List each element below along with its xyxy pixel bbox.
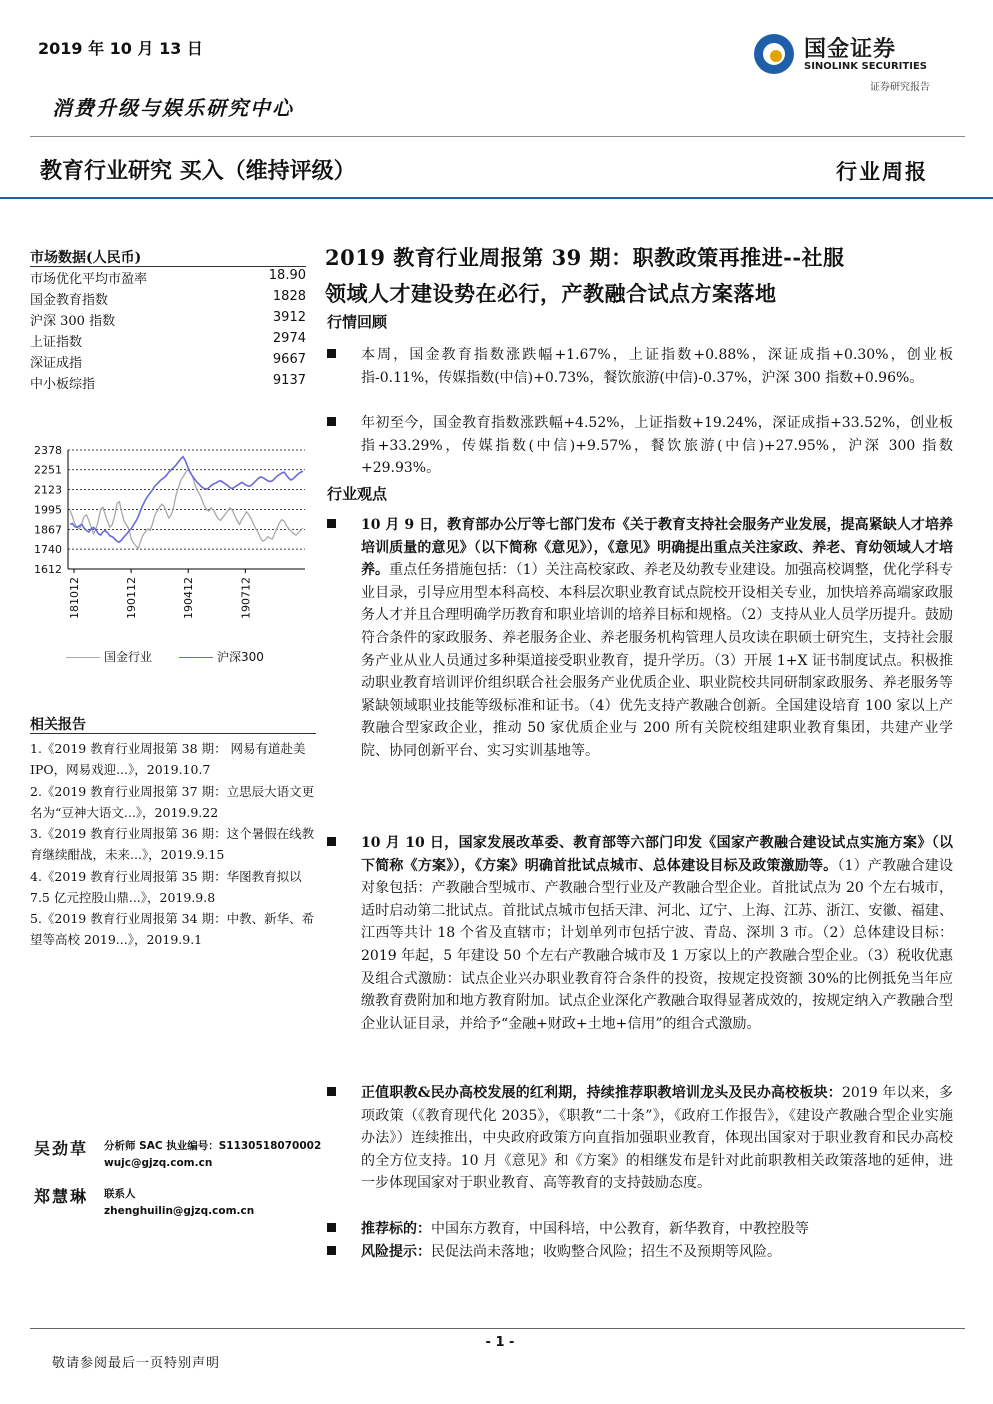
bullet-text: [361, 832, 953, 1035]
report-headline: [325, 240, 950, 312]
bullet-square-icon: [327, 1223, 336, 1232]
market-row-label: 市场优化平均市盈率: [30, 272, 148, 287]
disclaimer-note: 敬请参阅最后一页特别声明: [52, 1356, 221, 1371]
logo-mark-icon: [754, 34, 794, 74]
y-tick-label: 1867: [34, 523, 62, 537]
bullet-body: 中国东方教育，中国科培，中公教育，新华教育，中教控股等: [431, 1221, 809, 1237]
bullet-body: （1）产教融合建设对象包括：产教融合型城市、产教融合型行业及产教融合型企业。首批试点为 20 个左右城市，适时启动第二批试点。首批试点城市包括天津、河北、辽宁、上海、江苏、浙江、安徽、福建、江西等共计 18 个省及直辖市；计划单列市包括宁波、青岛、深圳 3 市。（2）总体建设目标：2019 年起，5 年建设 50 个左右产教融合城市及 1 万家以上的产教融合型企业。（3）税收优惠及组合式激励：试点企业兴办职业教育符合条件的投资，按规定投资额 30%的比例抵免当年应缴教育费附加和地方教育附加。试点企业深化产教融合取得显著成效的，按规定纳入产教融合型企业认证目录，并给予“金融+财政+土地+信用”的组合式激励。: [361, 857, 953, 1032]
related-report-item[interactable]: 1.《2019 教育行业周报第 38 期： 网易有道赴美 IPO，网易戏迎...》，2019.10.7: [30, 741, 306, 777]
x-tick-label: 190412: [182, 577, 196, 619]
report-date: 2019 年 10 月 13 日: [38, 39, 203, 58]
page-number: - 1 -: [485, 1335, 515, 1350]
market-row-label: 沪深 300 指数: [30, 314, 116, 329]
logo-name-cn: 国金证券: [804, 37, 897, 62]
legend-label: 沪深300: [217, 650, 264, 664]
index-chart-svg: [20, 438, 315, 638]
market-row: [30, 310, 306, 331]
bullet-bold-lead: 推荐标的：: [361, 1221, 431, 1237]
market-row: [30, 289, 306, 310]
analyst-name: 郑慧琳: [34, 1187, 89, 1206]
analyst-card: [34, 1136, 324, 1180]
analyst-role: 联系人: [104, 1188, 136, 1200]
bullet-bold-lead: 10 月 9 日，教育部办公厅等七部门发布《关于教育支持社会服务产业发展，提高紧缺人才培养培训质量的意见》（以下简称《意见》），《意见》明确提出重点关注家政、养老、育幼领域人才培养。: [361, 517, 953, 579]
research-center-name: 消费升级与娱乐研究中心: [52, 96, 294, 120]
bullet-text: 本周，国金教育指数涨跌幅+1.67%，上证指数+0.88%，深证成指+0.30%，创业板指-0.11%，传媒指数(中信)+0.73%，餐饮旅游(中信)-0.37%，沪深 300 指数+0.96%。: [361, 347, 953, 386]
bullet-square-icon: [327, 519, 336, 528]
legend-label: 国金行业: [104, 650, 153, 664]
market-row-value: 9137: [272, 373, 306, 388]
legend-item: [66, 648, 152, 665]
y-tick-label: 1995: [34, 503, 62, 517]
footer-divider: [30, 1328, 965, 1329]
bullet-body: 重点任务措施包括：（1）关注高校家政、养老及幼教专业建设。加强高校调整，优化学科专业目录，引导应用型本科高校、本科层次职业教育试点院校开设相关专业，加快培养高端家政服务人才并且合理明确学历教育和职业培训的培养目标和规格。（2）支持从业人员学历提升。鼓励符合条件的家政服务、养老服务企业、养老服务机构管理人员攻读在职硕士研究生，支持社会服务产业从业人员通过多种渠道接受职业教育，提升学历。（3）开展 1+X 证书制度试点。积极推动职业教育培训评价组织联合社会服务产业优质企业、职业院校共同研制家政服务、养老服务等紧缺领域职业技能等级标准和证书。（4）优先支持产教融合创新。全国建设培育 100 家以上产教融合型家政企业，推动 50 家优质企业与 200 所有关院校组建职业教育集团，共建产业学院、协同创新平台、实习实训基地等。: [361, 562, 954, 759]
x-tick-label: 190112: [125, 577, 139, 619]
related-report-item[interactable]: 2.《2019 教育行业周报第 37 期：立思辰大语文更名为“豆神大语文...》，2019.9.22: [30, 784, 315, 820]
legend-swatch-blue: [179, 657, 213, 658]
bullet-body: 2019 年以来，多项政策（《教育现代化 2035》，《职教“二十条”》，《政府工作报告》，《建设产教融合型企业实施办法》）连续推出，中央政府政策方向直指加强职业教育，体现出国家对于职业教育和民办高校的全方位支持。10 月《意见》和《方案》的相继发布是针对此前职教相关政策落地的延伸，进一步体现国家对于职业教育、高等教育的支持鼓励态度。: [361, 1085, 953, 1192]
market-row: [30, 373, 306, 394]
bullet-bold-lead: 10 月 10 日，国家发展改革委、教育部等六部门印发《国家产教融合建设试点实施方案》（以下简称《方案》），《方案》明确首批试点城市、总体建设目标及政策激励等。: [361, 835, 953, 874]
related-reports-title: 相关报告: [30, 717, 86, 733]
section-heading: 行业观点: [327, 485, 388, 503]
y-tick-label: 2123: [34, 483, 62, 497]
bullet-square-icon: [327, 1087, 336, 1096]
logo-subtitle: 证券研究报告: [870, 82, 930, 93]
market-row: [30, 268, 306, 289]
y-tick-label: 1612: [34, 563, 62, 576]
market-data-title: 市场数据(人民币): [30, 250, 142, 266]
x-tick-label: 190712: [239, 577, 253, 619]
bullet-bold-lead: 风险提示：: [361, 1244, 431, 1260]
logo-name-en: SINOLINK SECURITIES: [804, 61, 927, 72]
market-row-value: 18.90: [268, 268, 306, 283]
legend-swatch-grey: [66, 657, 100, 658]
related-report-item[interactable]: 5.《2019 教育行业周报第 34 期：中教、新华、希望等高校 2019...》，2019.9.1: [30, 911, 315, 947]
market-row: [30, 331, 306, 352]
bullet-bold-lead: 正值职教&民办高校发展的红利期，持续推荐职教培训龙头及民办高校板块：: [361, 1085, 842, 1101]
bullet-text: [361, 514, 953, 763]
index-chart: [20, 438, 315, 638]
y-tick-label: 1740: [34, 543, 62, 557]
market-row-value: 3912: [272, 310, 306, 325]
market-data-divider: [30, 266, 306, 267]
bullet-body: 民促法尚未落地；收购整合风险；招生不及预期等风险。: [431, 1244, 781, 1260]
analyst-email[interactable]: zhenghuilin@gjzq.com.cn: [104, 1205, 255, 1217]
market-row-label: 国金教育指数: [30, 293, 109, 308]
related-reports-divider: [30, 733, 316, 734]
bullet-text: 年初至今，国金教育指数涨跌幅+4.52%，上证指数+19.24%，深证成指+33.52%，创业板指+33.29%，传媒指数(中信)+9.57%，餐饮旅游(中信)+27.95%，沪深 300 指数+29.93%。: [361, 415, 953, 477]
x-tick-label: 181012: [68, 577, 81, 619]
bullet-square-icon: [327, 349, 336, 358]
y-tick-label: 2378: [34, 444, 62, 457]
market-row-label: 深证成指: [30, 356, 83, 371]
bullet-square-icon: [327, 837, 336, 846]
sector-rating: 教育行业研究 买入（维持评级）: [40, 159, 356, 184]
headline-line: 2019 教育行业周报第 39 期：职教政策再推进--社服: [325, 245, 845, 270]
bullet-square-icon: [327, 417, 336, 426]
market-row-label: 中小板综指: [30, 377, 96, 392]
market-row-value: 1828: [272, 289, 306, 304]
bullet-text: [361, 1241, 953, 1264]
analyst-name: 吴劲草: [34, 1139, 89, 1158]
section-heading: 行情回顾: [327, 313, 388, 331]
analyst-card: [34, 1184, 324, 1228]
analyst-role: 分析师 SAC 执业编号：S1130518070002: [104, 1140, 322, 1152]
report-type: 行业周报: [836, 159, 928, 184]
legend-item: [179, 648, 264, 665]
headline-line: 领域人才建设势在必行，产教融合试点方案落地: [325, 281, 777, 306]
related-report-item[interactable]: 4.《2019 教育行业周报第 35 期：华图教育拟以 7.5 亿元控股山鼎...》，2019.9.8: [30, 869, 302, 905]
related-report-item[interactable]: 3.《2019 教育行业周报第 36 期：这个暑假在线教育继续酣战，未来...》，2019.9.15: [30, 826, 315, 862]
bullet-square-icon: [327, 1246, 336, 1255]
analyst-email[interactable]: wujc@gjzq.com.cn: [104, 1157, 213, 1169]
market-row-value: 2974: [272, 331, 306, 346]
bullet-text: [361, 1218, 953, 1241]
header-rule: [0, 197, 993, 199]
market-row-value: 9667: [272, 352, 306, 367]
header-divider: [30, 136, 965, 137]
chart-legend: [66, 648, 316, 668]
y-tick-label: 2251: [34, 463, 62, 477]
bullet-text: [361, 1082, 953, 1195]
market-row-label: 上证指数: [30, 335, 83, 350]
market-row: [30, 352, 306, 373]
